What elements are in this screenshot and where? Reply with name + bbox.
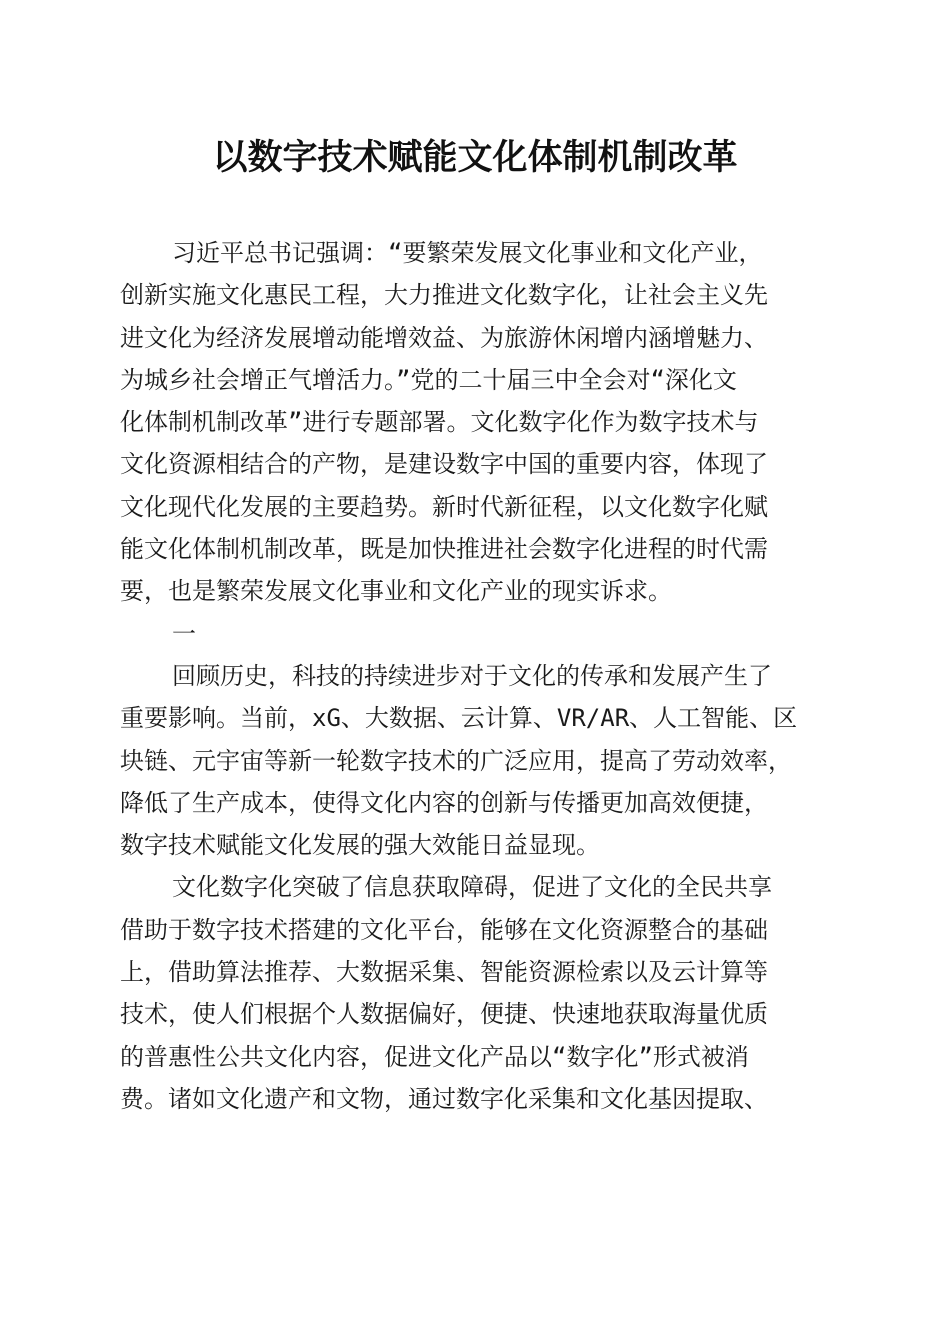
paragraph-line: 降低了生产成本，使得文化内容的创新与传播更加高效便捷，: [120, 788, 768, 817]
paragraph-line: 文化现代化发展的主要趋势。新时代新征程，以文化数字化赋: [120, 492, 768, 521]
document-body: [120, 232, 840, 1120]
paragraph-line: 的普惠性公共文化内容，促进文化产品以“数字化”形式被消: [120, 1042, 749, 1071]
paragraph-line: 能文化体制机制改革，既是加快推进社会数字化进程的时代需: [120, 535, 768, 564]
paragraph-line: 文化资源相结合的产物，是建设数字中国的重要内容，体现了: [120, 450, 768, 479]
section-number: 一: [172, 619, 196, 648]
paragraph-line: 要，也是繁荣发展文化事业和文化产业的现实诉求。: [120, 577, 672, 606]
paragraph-line: 进文化为经济发展增动能增效益、为旅游休闲增内涵增魅力、: [120, 323, 768, 352]
paragraph-line: 化体制机制改革”进行专题部署。文化数字化作为数字技术与: [120, 408, 759, 437]
paragraph-line: 技术，使人们根据个人数据偏好，便捷、快速地获取海量优质: [120, 1000, 768, 1029]
paragraph-line: 回顾历史，科技的持续进步对于文化的传承和发展产生了: [172, 661, 772, 690]
paragraph-line: 文化数字化突破了信息获取障碍，促进了文化的全民共享: [172, 873, 772, 902]
paragraph-line: 上，借助算法推荐、大数据采集、智能资源检索以及云计算等: [120, 958, 768, 987]
paragraph-line: 为城乡社会增正气增活力。”党的二十届三中全会对“深化文: [120, 365, 737, 394]
paragraph-line: 费。诸如文化遗产和文物，通过数字化采集和文化基因提取、: [120, 1084, 768, 1113]
paragraph-line: 数字技术赋能文化发展的强大效能日益显现。: [120, 831, 600, 860]
paragraph-line: 习近平总书记强调：“要繁荣发展文化事业和文化产业，: [172, 239, 763, 267]
paragraph-line: 块链、元宇宙等新一轮数字技术的广泛应用，提高了劳动效率，: [120, 746, 792, 775]
paragraph-line: 借助于数字技术搭建的文化平台，能够在文化资源整合的基础: [120, 915, 768, 944]
paragraph-line: 创新实施文化惠民工程，大力推进文化数字化，让社会主义先: [120, 281, 768, 310]
document-title: 以数字技术赋能文化体制机制改革: [212, 137, 738, 178]
paragraph-line: 重要影响。当前，xG、大数据、云计算、VR/AR、人工智能、区: [120, 704, 798, 733]
